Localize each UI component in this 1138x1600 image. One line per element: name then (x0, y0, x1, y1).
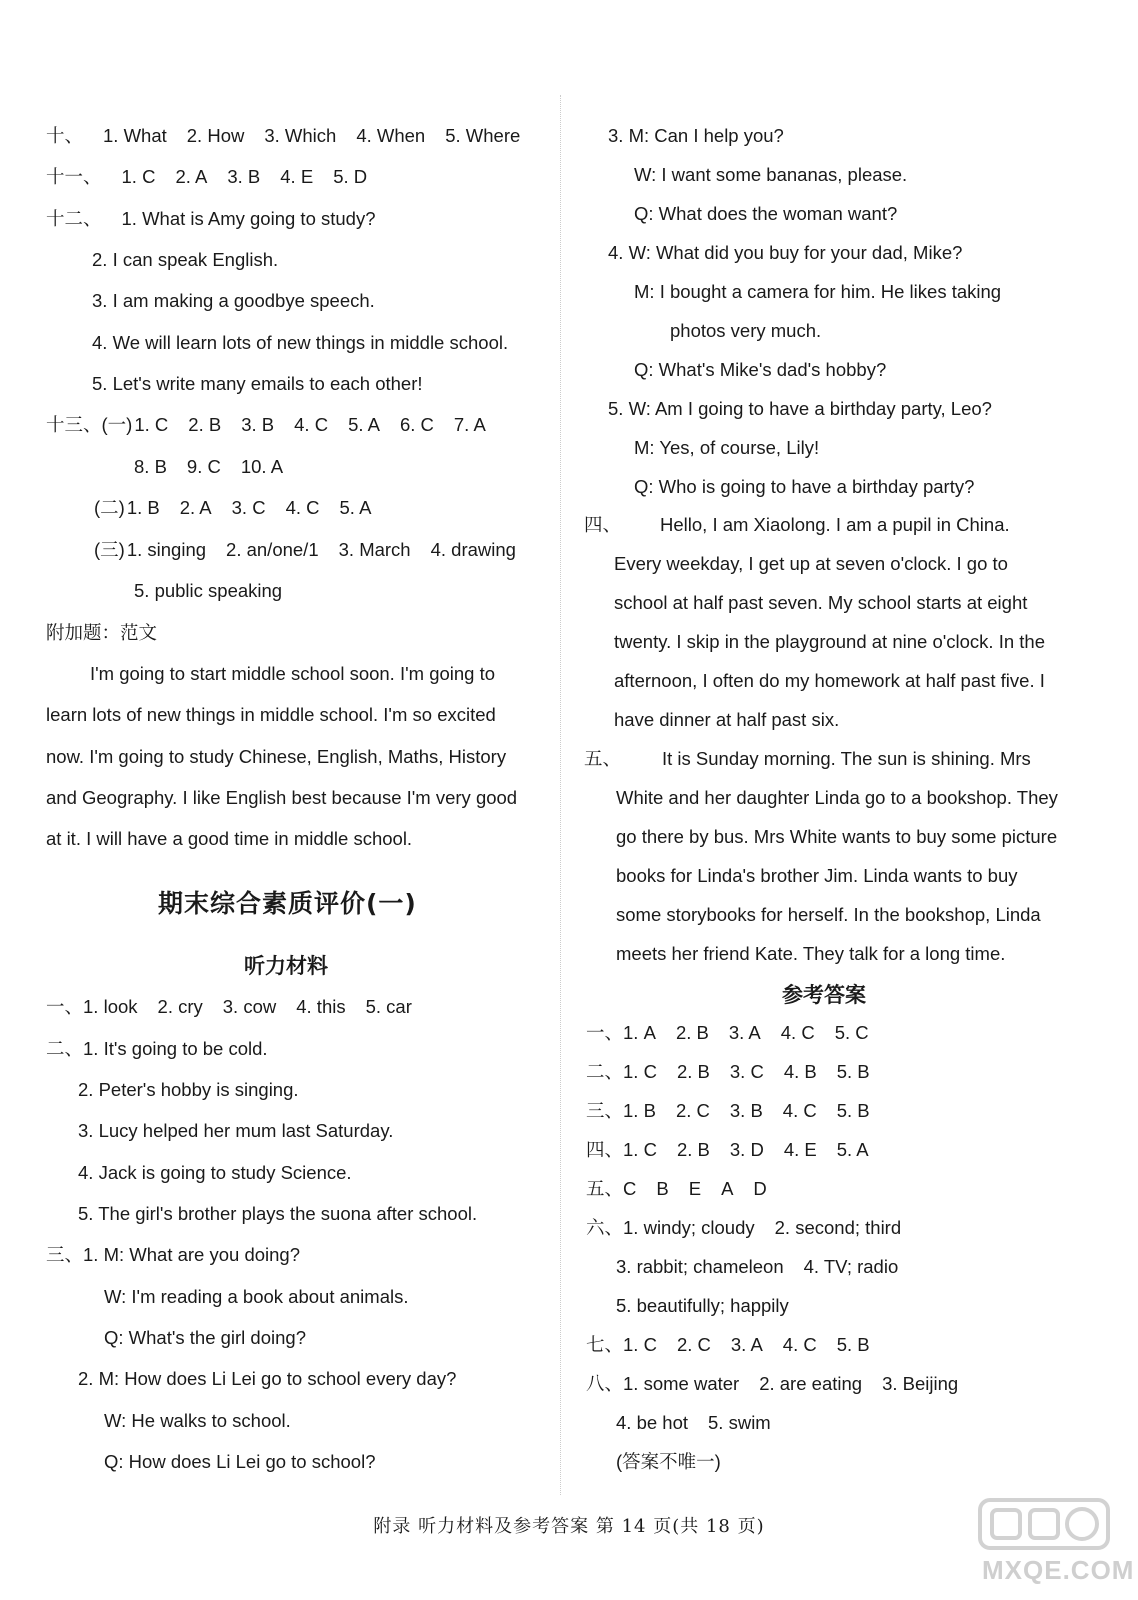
answer-6-row-3: 5. beautifully; happily (616, 1295, 789, 1316)
listening-3-cont-1: 3. M: Can I help you? (608, 125, 784, 146)
listening-4-line-3: school at half past seven. My school starts at eight (614, 592, 1028, 613)
essay-line-1: I'm going to start middle school soon. I'm going to (90, 663, 496, 684)
listening-3-line-1: 三、1. M: What are you doing? (46, 1244, 300, 1265)
essay-line-2: learn lots of new things in middle school. I'm so excited (46, 704, 496, 725)
listening-4-line-1: Hello, I am Xiaolong. I am a pupil in China. (660, 514, 1010, 535)
section-13-part3: (三) 1. singing 2. an/one/1 3. March 4. drawing (94, 539, 516, 560)
page-footer: 附录 听力材料及参考答案 第 14 页(共 18 页) (373, 1516, 765, 1537)
listening-3-cont-8: 5. W: Am I going to have a birthday party, Leo? (608, 398, 992, 419)
section-10-row: 十、 1. What 2. How 3. Which 4. When 5. Where (46, 125, 521, 146)
section-12-line-3: 3. I am making a goodbye speech. (92, 290, 375, 311)
listening-3-cont-4: 4. W: What did you buy for your dad, Mike? (608, 242, 963, 263)
listening-2-line-2: 2. Peter's hobby is singing. (78, 1079, 299, 1100)
listening-5-line-6: meets her friend Kate. They talk for a long time. (616, 943, 1006, 964)
section-11-row: 十一、 1. C 2. A 3. B 4. E 5. D (46, 166, 368, 187)
listening-3-cont-7: Q: What's Mike's dad's hobby? (634, 359, 887, 380)
section-13-part3-row2: 5. public speaking (134, 580, 283, 601)
listening-1-row: 一、1. look 2. cry 3. cow 4. this 5. car (46, 996, 412, 1017)
listening-5-line-1: It is Sunday morning. The sun is shining. Mrs (662, 748, 1031, 769)
listening-3-cont-6: photos very much. (670, 320, 822, 341)
answer-2-row: 二、1. C 2. B 3. C 4. B 5. B (586, 1061, 870, 1082)
listening-2-line-3: 3. Lucy helped her mum last Saturday. (78, 1120, 394, 1141)
section-13-part1-row2: 8. B 9. C 10. A (134, 456, 284, 477)
answer-7-row: 七、1. C 2. C 3. A 4. C 5. B (586, 1334, 870, 1355)
answer-3-row: 三、1. B 2. C 3. B 4. C 5. B (586, 1100, 870, 1121)
listening-5-line-4: books for Linda's brother Jim. Linda wants to buy (616, 865, 1018, 886)
column-divider (560, 95, 561, 1495)
listening-4-line-6: have dinner at half past six. (614, 709, 840, 730)
answer-4-row: 四、1. C 2. B 3. D 4. E 5. A (586, 1139, 869, 1160)
listening-5-line-5: some storybooks for herself. In the bookshop, Linda (616, 904, 1041, 925)
section-13-part1-row1: 十三、(一) 1. C 2. B 3. B 4. C 5. A 6. C 7. A (46, 414, 486, 435)
listening-title: 听力材料 (244, 954, 328, 978)
listening-3-line-2: W: I'm reading a book about animals. (104, 1286, 409, 1307)
listening-4-num: 四、 (584, 514, 622, 535)
listening-3-cont-5: M: I bought a camera for him. He likes taking (634, 281, 1002, 302)
listening-4-line-5: afternoon, I often do my homework at half past five. I (614, 670, 1045, 691)
section-12-line-1: 十二、 1. What is Amy going to study? (46, 208, 376, 229)
listening-3-line-4: 2. M: How does Li Lei go to school every day? (78, 1368, 457, 1389)
answer-1-row: 一、1. A 2. B 3. A 4. C 5. C (586, 1022, 869, 1043)
listening-5-num: 五、 (584, 748, 622, 769)
answer-5-row: 五、C B E A D (586, 1178, 767, 1199)
essay-line-3: now. I'm going to study Chinese, English, Maths, History (46, 746, 507, 767)
watermark-text: MXQE.COM (982, 1555, 1135, 1585)
listening-4-line-2: Every weekday, I get up at seven o'clock. I go to (614, 553, 1008, 574)
answer-6-row-1: 六、1. windy; cloudy 2. second; third (586, 1217, 902, 1238)
answer-8-row-2: 4. be hot 5. swim (616, 1412, 771, 1433)
answer-6-row-2: 3. rabbit; chameleon 4. TV; radio (616, 1256, 899, 1277)
listening-5-line-2: White and her daughter Linda go to a bookshop. They (616, 787, 1058, 808)
extra-question-title: 附加题：范文 (46, 622, 158, 643)
listening-3-cont-10: Q: Who is going to have a birthday party? (634, 476, 975, 497)
listening-3-cont-9: M: Yes, of course, Lily! (634, 437, 820, 458)
listening-4-line-4: twenty. I skip in the playground at nine o'clock. In the (614, 631, 1045, 652)
listening-2-line-1: 二、1. It's going to be cold. (46, 1038, 268, 1059)
essay-line-4: and Geography. I like English best because I'm very good (46, 787, 518, 808)
section-13-part2: (二) 1. B 2. A 3. C 4. C 5. A (94, 497, 372, 518)
listening-3-cont-3: Q: What does the woman want? (634, 203, 898, 224)
listening-2-line-5: 5. The girl's brother plays the suona after school. (78, 1203, 478, 1224)
listening-3-cont-2: W: I want some bananas, please. (634, 164, 908, 185)
exam-title: 期末综合素质评价(一) (158, 889, 417, 918)
answers-title: 参考答案 (782, 983, 866, 1007)
answer-note: (答案不唯一) (616, 1451, 721, 1472)
listening-3-line-3: Q: What's the girl doing? (104, 1327, 306, 1348)
section-12-line-5: 5. Let's write many emails to each other! (92, 373, 423, 394)
listening-5-line-3: go there by bus. Mrs White wants to buy some picture (616, 826, 1058, 847)
listening-2-line-4: 4. Jack is going to study Science. (78, 1162, 352, 1183)
section-12-line-4: 4. We will learn lots of new things in middle school. (92, 332, 509, 353)
answer-8-row-1: 八、1. some water 2. are eating 3. Beijing (586, 1373, 959, 1394)
listening-3-line-5: W: He walks to school. (104, 1410, 291, 1431)
essay-line-5: at it. I will have a good time in middle school. (46, 828, 413, 849)
section-12-line-2: 2. I can speak English. (92, 249, 279, 270)
listening-3-line-6: Q: How does Li Lei go to school? (104, 1451, 376, 1472)
